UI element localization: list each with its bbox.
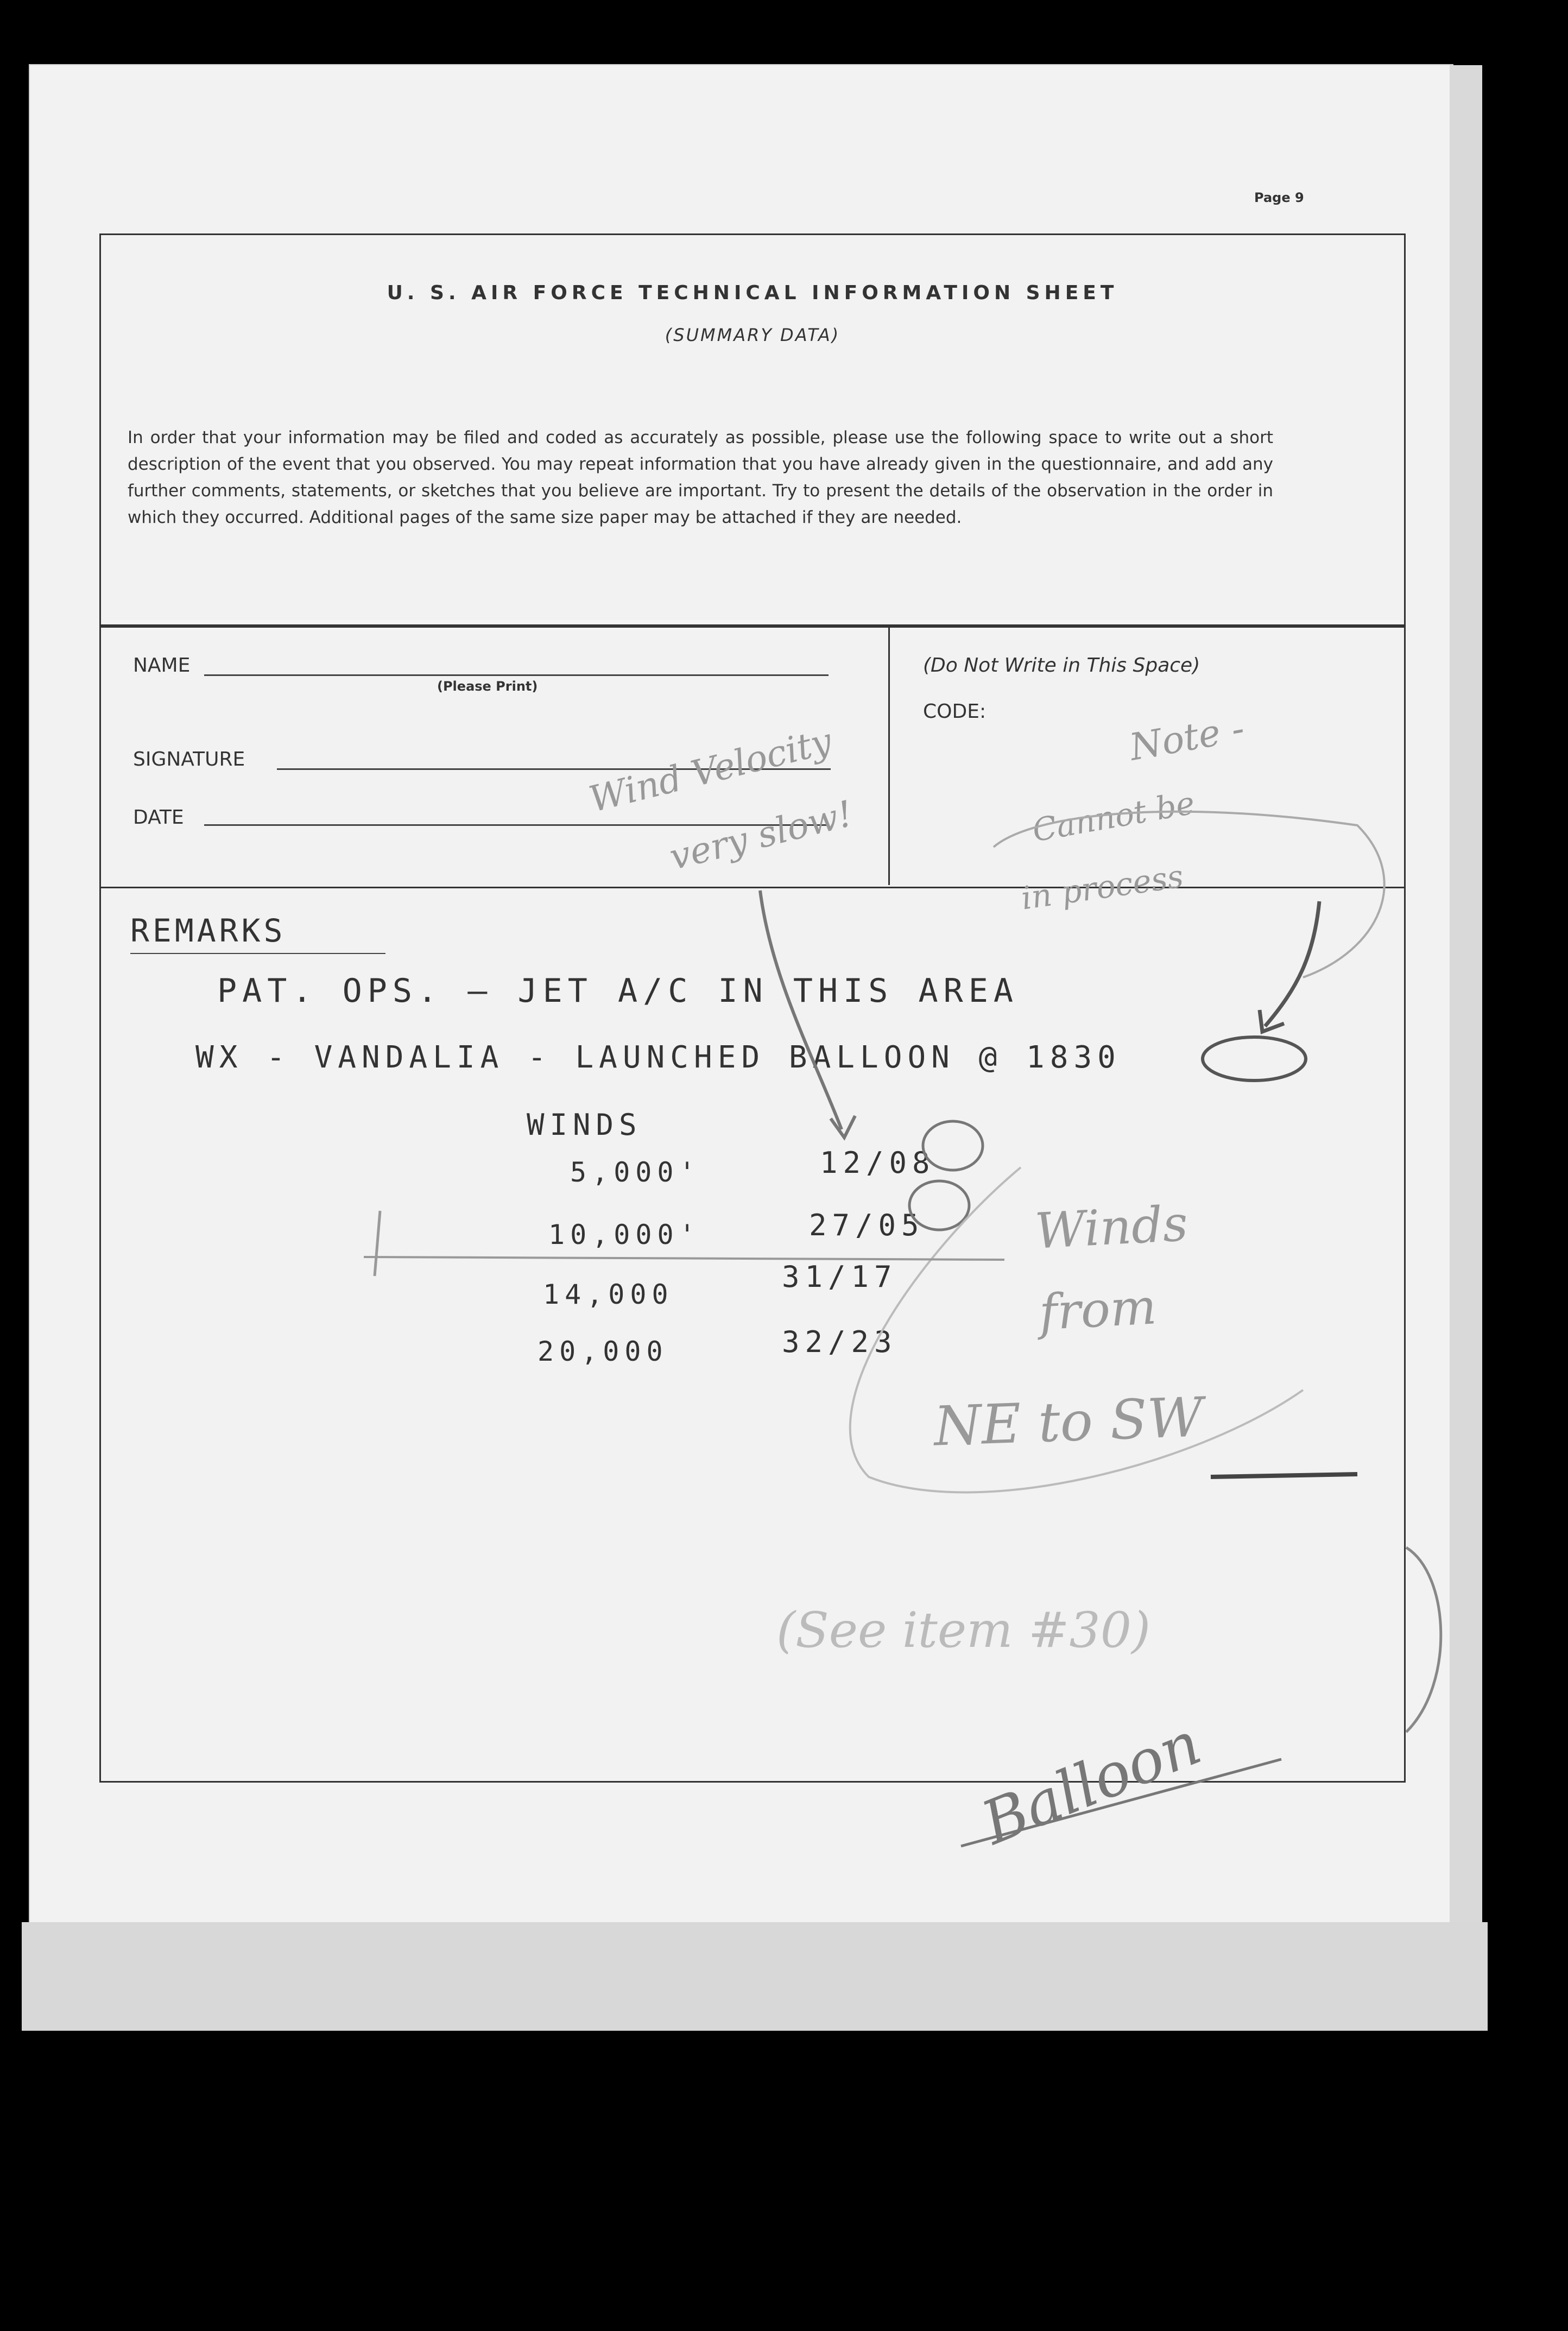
code-label: CODE:: [923, 700, 987, 723]
pencil-strikeline: [364, 1257, 1004, 1260]
remarks-heading: REMARKS: [130, 912, 286, 949]
pencil-loop: [850, 1167, 1303, 1492]
pencil-note-see-item: (See item #30): [776, 1602, 1151, 1659]
name-label: NAME: [133, 654, 191, 677]
pencil-circle: [909, 1181, 969, 1230]
remarks-line-2: WX - VANDALIA - LAUNCHED BALLOON @ 1830: [195, 1040, 1121, 1075]
wind-altitude: 14,000: [543, 1279, 674, 1310]
pencil-bracket: [1406, 1547, 1441, 1732]
pencil-arrow: [760, 890, 842, 1129]
pencil-note-cannot: Cannot be: [1029, 784, 1198, 849]
pencil-tick: [375, 1211, 380, 1276]
please-print-label: (Please Print): [437, 679, 538, 694]
form-title: U. S. AIR FORCE TECHNICAL INFORMATION SHEET: [387, 282, 1118, 304]
wind-value: 27/05: [809, 1208, 925, 1242]
pencil-note-wind-velocity: Wind Velocity: [585, 719, 836, 821]
pencil-arrowhead: [831, 1116, 855, 1138]
pencil-note-balloon: Balloon: [972, 1708, 1210, 1859]
pencil-loop: [994, 812, 1384, 977]
date-label: DATE: [133, 806, 184, 829]
pencil-note-in-process: in process: [1019, 857, 1186, 917]
remarks-line-1: PAT. OPS. — JET A/C IN THIS AREA: [217, 972, 1019, 1010]
pencil-circle: [923, 1121, 983, 1170]
wind-value: 12/08: [820, 1146, 935, 1180]
wind-value: 31/17: [782, 1260, 897, 1294]
pencil-circle: [1203, 1037, 1306, 1081]
pencil-note-ne-to-sw: NE to SW: [933, 1385, 1204, 1458]
pencil-underline: [961, 1759, 1281, 1846]
pencil-underline: [1211, 1474, 1357, 1477]
pencil-note-very-slow: very slow!: [665, 792, 857, 879]
wind-altitude: 20,000: [538, 1336, 668, 1367]
pencil-note-note: Note -: [1126, 707, 1248, 769]
page-number: Page 9: [1254, 190, 1304, 205]
instructions-text: In order that your information may be filed and coded as accurately as possible, please use the following space to write out a short description of the event that you observed. You may repeat information that you have already given in the questionnaire, and add any further comments, statements, or sketches that you believe are important. Try to present the details of the observation in the order in which they occurred. Additional pages of the same size paper may be attached if they are needed.: [128, 428, 1273, 527]
pencil-note-winds-from: Winds from: [1033, 1195, 1190, 1342]
signature-label: SIGNATURE: [133, 748, 245, 770]
wind-altitude: 10,000': [548, 1219, 701, 1250]
winds-label: WINDS: [527, 1108, 642, 1142]
pencil-arrow: [1265, 901, 1319, 1026]
wind-altitude: 5,000': [570, 1157, 701, 1188]
form-subtitle: (SUMMARY DATA): [665, 325, 840, 345]
office-use-label: (Do Not Write in This Space): [923, 654, 1200, 677]
wind-value: 32/23: [782, 1325, 897, 1359]
